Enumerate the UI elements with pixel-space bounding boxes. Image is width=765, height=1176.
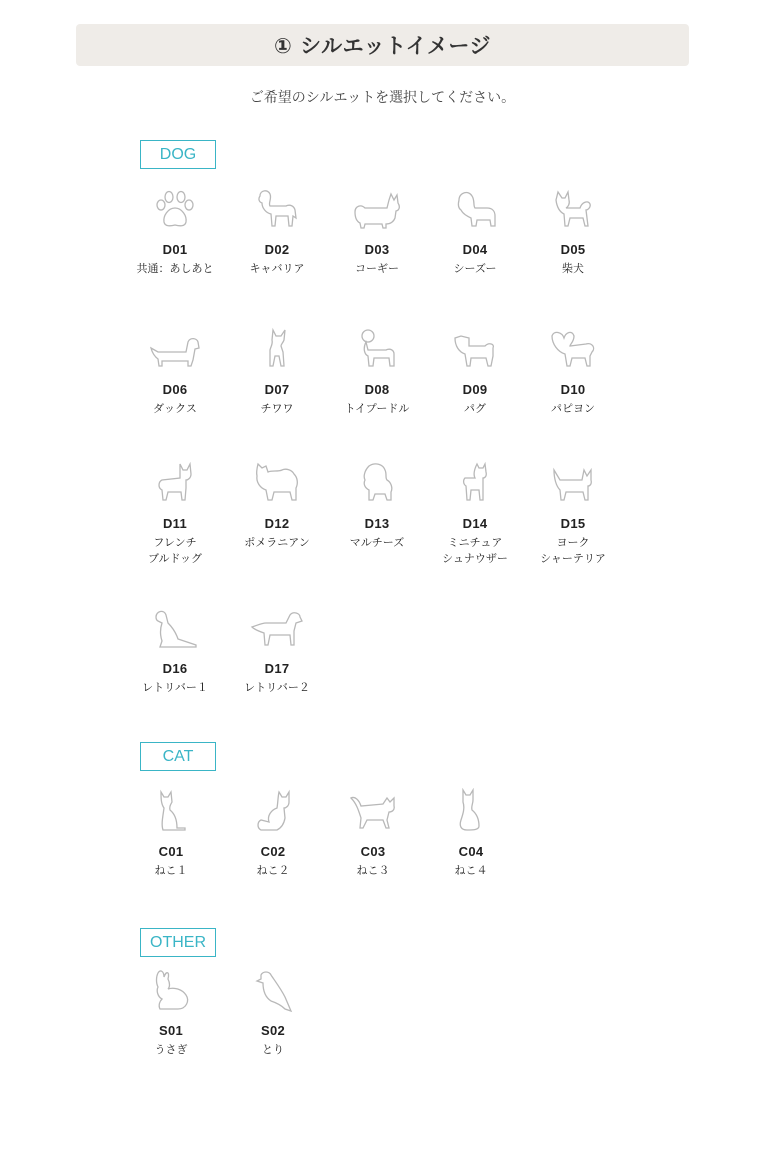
silhouette-option-d04[interactable] [426, 186, 524, 277]
option-code: D16 [162, 661, 188, 676]
category-label-cat: CAT [140, 742, 216, 771]
shiba-icon [550, 186, 596, 232]
option-code: D11 [162, 516, 188, 531]
option-name: ねこ１ [154, 864, 188, 877]
silhouette-option-d07[interactable] [228, 326, 326, 417]
silhouette-option-c02[interactable] [224, 788, 322, 879]
option-name: ねこ４ [454, 864, 488, 877]
silhouette-option-d06[interactable] [126, 326, 224, 417]
option-name: マルチーズ [349, 536, 405, 549]
silhouette-option-d14[interactable] [426, 460, 524, 567]
option-code: D01 [162, 242, 188, 257]
option-name: とり [262, 1043, 284, 1056]
papillon-icon [548, 326, 598, 372]
bird-icon [251, 967, 295, 1013]
option-name: ポメラニアン [244, 536, 310, 549]
silhouette-option-d09[interactable] [426, 326, 524, 417]
option-code: C01 [158, 844, 184, 859]
cat-back-icon [451, 788, 491, 834]
section-title-bar [76, 24, 689, 66]
silhouette-option-d03[interactable] [328, 186, 426, 277]
retriever-sitting-icon [148, 605, 202, 651]
option-code: D08 [364, 382, 390, 397]
instruction-text: ご希望のシルエットを選択してください。 [249, 90, 516, 106]
option-code: D03 [364, 242, 390, 257]
option-name: キャバリア [249, 262, 305, 275]
option-name: パピヨン [551, 402, 595, 415]
option-name: パグ [464, 402, 486, 415]
option-code: D15 [560, 516, 586, 531]
option-code: C04 [458, 844, 484, 859]
corgi-icon [351, 186, 403, 232]
option-name: レトリバー１ [142, 681, 208, 694]
silhouette-option-d12[interactable] [228, 460, 326, 551]
option-name: ねこ３ [356, 864, 390, 877]
silhouette-option-s02[interactable] [224, 967, 322, 1058]
dachshund-icon [148, 326, 202, 372]
cat-crouching-icon [251, 788, 295, 834]
silhouette-option-d11[interactable] [126, 460, 224, 567]
option-code: S02 [260, 1023, 286, 1038]
maltese-icon [355, 460, 399, 506]
option-code: D02 [264, 242, 290, 257]
option-code: C03 [360, 844, 386, 859]
section-title: ① シルエットイメージ [274, 34, 491, 58]
option-name: レトリバー２ [244, 681, 310, 694]
option-code: D07 [264, 382, 290, 397]
option-code: D06 [162, 382, 188, 397]
rabbit-icon [148, 967, 194, 1013]
silhouette-option-d05[interactable] [524, 186, 622, 277]
option-code: D13 [364, 516, 390, 531]
chihuahua-icon [257, 326, 297, 372]
category-label-dog: DOG [140, 140, 216, 169]
silhouette-option-d08[interactable] [328, 326, 426, 417]
toy-poodle-icon [354, 326, 400, 372]
option-name: ミニチュア シュナウザー [442, 536, 508, 565]
cat-sitting-icon [151, 788, 191, 834]
silhouette-option-d16[interactable] [126, 605, 224, 696]
retriever-standing-icon [250, 605, 304, 651]
option-code: C02 [260, 844, 286, 859]
option-name: 柴犬 [562, 262, 584, 275]
shih-tzu-icon [451, 186, 499, 232]
option-name: チワワ [260, 402, 294, 415]
silhouette-option-s01[interactable] [122, 967, 220, 1058]
silhouette-option-d17[interactable] [228, 605, 326, 696]
silhouette-option-d13[interactable] [328, 460, 426, 551]
option-code: D04 [462, 242, 488, 257]
option-code: D14 [462, 516, 488, 531]
silhouette-option-d15[interactable] [524, 460, 622, 567]
pug-icon [451, 326, 499, 372]
option-name: トイプードル [344, 402, 410, 415]
silhouette-option-c03[interactable] [324, 788, 422, 879]
french-bulldog-icon [152, 460, 198, 506]
option-code: D09 [462, 382, 488, 397]
option-name: コーギー [355, 262, 399, 275]
option-name: ねこ２ [256, 864, 290, 877]
cat-walking-icon [347, 788, 399, 834]
option-code: S01 [158, 1023, 184, 1038]
silhouette-option-c01[interactable] [122, 788, 220, 879]
category-label-other: OTHER [140, 928, 216, 957]
silhouette-option-c04[interactable] [422, 788, 520, 879]
option-name: うさぎ [154, 1043, 188, 1056]
paw-icon [152, 186, 198, 232]
silhouette-option-d01[interactable] [126, 186, 224, 277]
option-code: D17 [264, 661, 290, 676]
option-name: シーズー [453, 262, 497, 275]
silhouette-option-d10[interactable] [524, 326, 622, 417]
option-name: ヨーク シャーテリア [540, 536, 606, 565]
cavalier-icon [254, 186, 300, 232]
option-name: フレンチ ブルドッグ [147, 536, 203, 565]
option-code: D05 [560, 242, 586, 257]
option-name: ダックス [153, 402, 197, 415]
option-code: D12 [264, 516, 290, 531]
option-code: D10 [560, 382, 586, 397]
pomeranian-icon [252, 460, 302, 506]
yorkshire-terrier-icon [550, 460, 596, 506]
schnauzer-icon [453, 460, 497, 506]
option-name: 共通：あしあと [136, 262, 214, 275]
silhouette-option-d02[interactable] [228, 186, 326, 277]
